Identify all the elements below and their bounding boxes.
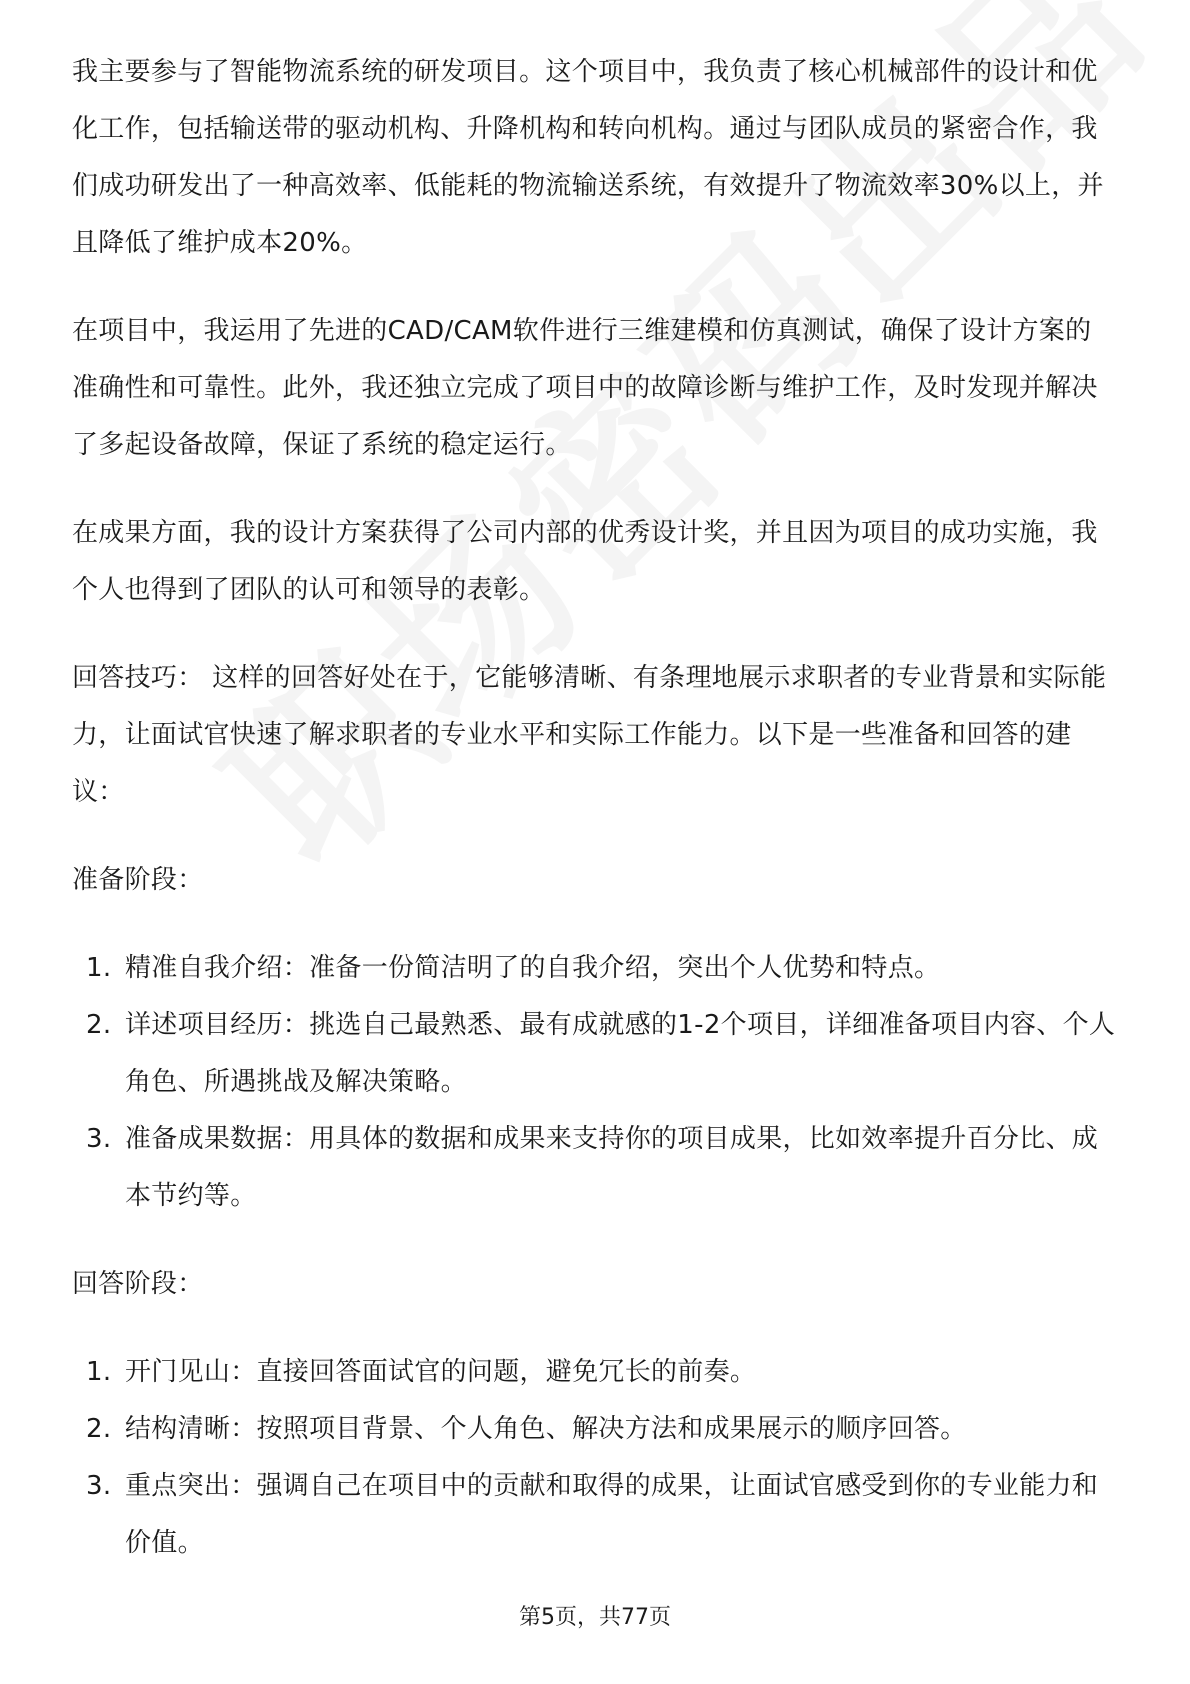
list-item	[72, 940, 1117, 997]
document-body	[72, 44, 1117, 1603]
list-item-number: 1.	[86, 1357, 112, 1387]
list-item	[72, 1111, 1117, 1225]
list-item-number: 2.	[86, 1414, 112, 1444]
answering-list	[72, 1344, 1117, 1572]
list-item	[72, 1344, 1117, 1401]
answering-heading: 回答阶段：	[72, 1269, 204, 1299]
paragraph-tools-maintenance: 在项目中，我运用了先进的CAD/CAM软件进行三维建模和仿真测试，确保了设计方案的准确性和可靠性。此外，我还独立完成了项目中的故障诊断与维护工作，及时发现并解决了多起设备故障，保证了系统的稳定运行。	[72, 316, 1098, 460]
list-item-number: 3.	[86, 1124, 112, 1154]
list-item-text: 结构清晰：按照项目背景、个人角色、解决方法和成果展示的顺序回答。	[125, 1414, 967, 1444]
paragraph-answer-tips: 回答技巧： 这样的回答好处在于，它能够清晰、有条理地展示求职者的专业背景和实际能力，让面试官快速了解求职者的专业水平和实际工作能力。以下是一些准备和回答的建议：	[72, 663, 1107, 807]
preparation-list	[72, 940, 1117, 1225]
list-item-text: 准备成果数据：用具体的数据和成果来支持你的项目成果，比如效率提升百分比、成本节约等。	[125, 1124, 1099, 1211]
paragraph-project-overview: 我主要参与了智能物流系统的研发项目。这个项目中，我负责了核心机械部件的设计和优化工作，包括输送带的驱动机构、升降机构和转向机构。通过与团队成员的紧密合作，我们成功研发出了一种高效率、低能耗的物流输送系统，有效提升了物流效率30%以上，并且降低了维护成本20%。	[72, 57, 1104, 258]
list-item-text: 重点突出：强调自己在项目中的贡献和取得的成果，让面试官感受到你的专业能力和价值。	[125, 1471, 1099, 1558]
paragraph-achievements: 在成果方面，我的设计方案获得了公司内部的优秀设计奖，并且因为项目的成功实施，我个人也得到了团队的认可和领导的表彰。	[72, 518, 1098, 605]
list-item-number: 3.	[86, 1471, 112, 1501]
page-number-footer: 第5页，共77页	[519, 1605, 671, 1630]
preparation-heading: 准备阶段：	[72, 865, 204, 895]
list-item-text: 开门见山：直接回答面试官的问题，避免冗长的前奏。	[125, 1357, 757, 1387]
list-item	[72, 997, 1117, 1111]
list-item	[72, 1458, 1117, 1572]
list-item-number: 2.	[86, 1010, 112, 1040]
list-item-text: 精准自我介绍：准备一份简洁明了的自我介绍，突出个人优势和特点。	[125, 953, 941, 983]
list-item	[72, 1401, 1117, 1458]
list-item-text: 详述项目经历：挑选自己最熟悉、最有成就感的1-2个项目，详细准备项目内容、个人角色、所遇挑战及解决策略。	[125, 1010, 1116, 1097]
list-item-number: 1.	[86, 953, 112, 983]
